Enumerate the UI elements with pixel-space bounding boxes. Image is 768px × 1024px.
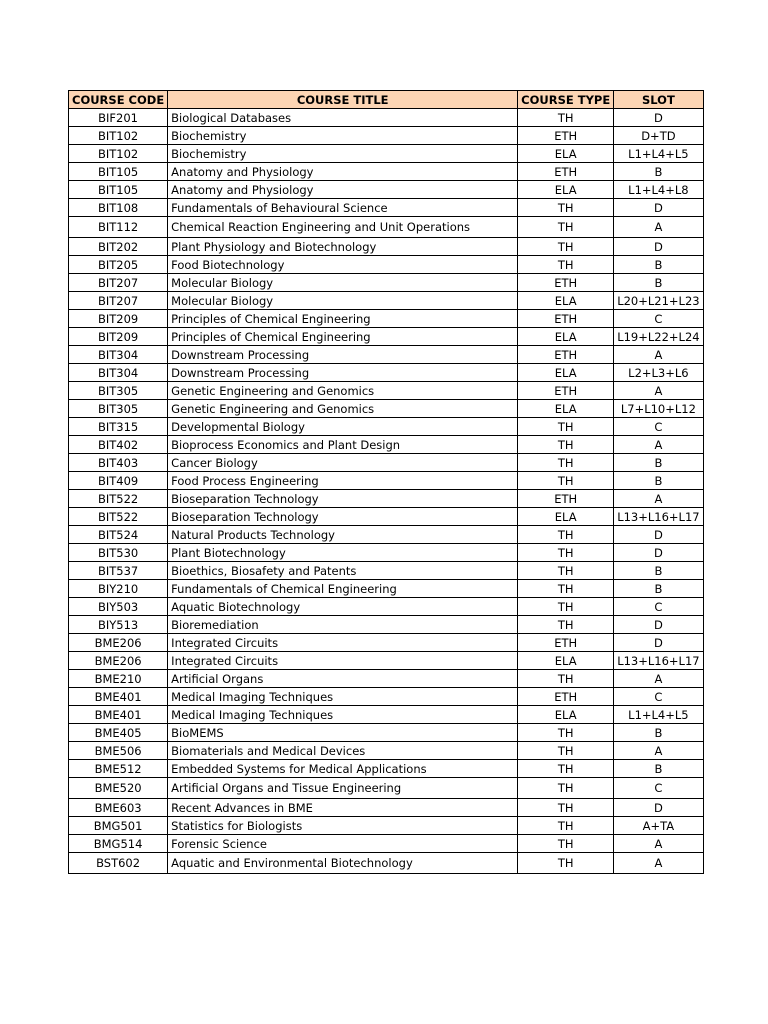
slot-cell: B (614, 472, 703, 490)
table-row (69, 817, 704, 835)
course-code-cell: BME520 (69, 778, 168, 799)
course-code-cell: BIT403 (69, 454, 168, 472)
table-row (69, 706, 704, 724)
table-row (69, 436, 704, 454)
slot-cell: L2+L3+L6 (614, 364, 703, 382)
table-row (69, 562, 704, 580)
slot-cell: B (614, 256, 703, 274)
course-code-cell: BIT524 (69, 526, 168, 544)
course-type-cell: TH (518, 217, 614, 238)
course-title-cell: Plant Physiology and Biotechnology (168, 238, 518, 256)
table-row (69, 217, 704, 238)
course-title-cell: Downstream Processing (168, 364, 518, 382)
course-title-cell: BioMEMS (168, 724, 518, 742)
course-code-cell: BIY210 (69, 580, 168, 598)
table-row (69, 778, 704, 799)
course-type-cell: TH (518, 526, 614, 544)
header-course-type: COURSE TYPE (518, 91, 614, 109)
table-row (69, 544, 704, 562)
course-code-cell: BIT315 (69, 418, 168, 436)
course-title-cell: Aquatic and Environmental Biotechnology (168, 853, 518, 874)
slot-cell: A (614, 742, 703, 760)
course-code-cell: BIT108 (69, 199, 168, 217)
course-code-cell: BMG501 (69, 817, 168, 835)
table-row (69, 580, 704, 598)
table-row (69, 145, 704, 163)
slot-cell: D (614, 634, 703, 652)
course-type-cell: ETH (518, 127, 614, 145)
course-type-cell: ELA (518, 292, 614, 310)
course-title-cell: Fundamentals of Chemical Engineering (168, 580, 518, 598)
course-code-cell: BIT102 (69, 145, 168, 163)
course-title-cell: Downstream Processing (168, 346, 518, 364)
slot-cell: L7+L10+L12 (614, 400, 703, 418)
course-title-cell: Genetic Engineering and Genomics (168, 400, 518, 418)
course-title-cell: Principles of Chemical Engineering (168, 310, 518, 328)
table-body (69, 109, 704, 874)
course-title-cell: Medical Imaging Techniques (168, 688, 518, 706)
slot-cell: L1+L4+L5 (614, 145, 703, 163)
course-title-cell: Biomaterials and Medical Devices (168, 742, 518, 760)
table-row (69, 688, 704, 706)
spreadsheet-page (68, 90, 704, 874)
course-code-cell: BME512 (69, 760, 168, 778)
course-type-cell: TH (518, 853, 614, 874)
table-row (69, 181, 704, 199)
slot-cell: B (614, 760, 703, 778)
course-type-cell: TH (518, 835, 614, 853)
course-code-cell: BIT102 (69, 127, 168, 145)
course-type-cell: TH (518, 616, 614, 634)
table-row (69, 724, 704, 742)
course-code-cell: BIT207 (69, 274, 168, 292)
slot-cell: B (614, 562, 703, 580)
course-code-cell: BIT209 (69, 310, 168, 328)
course-type-cell: ELA (518, 706, 614, 724)
course-code-cell: BIT304 (69, 364, 168, 382)
course-code-cell: BIF201 (69, 109, 168, 127)
course-type-cell: TH (518, 742, 614, 760)
course-title-cell: Aquatic Biotechnology (168, 598, 518, 616)
course-title-cell: Developmental Biology (168, 418, 518, 436)
course-type-cell: TH (518, 454, 614, 472)
slot-cell: D (614, 544, 703, 562)
header-row (69, 91, 704, 109)
table-row (69, 742, 704, 760)
table-row (69, 670, 704, 688)
table-row (69, 163, 704, 181)
table-row (69, 853, 704, 874)
course-type-cell: ELA (518, 328, 614, 346)
course-title-cell: Principles of Chemical Engineering (168, 328, 518, 346)
table-row (69, 292, 704, 310)
course-type-cell: ETH (518, 382, 614, 400)
header-slot: SLOT (614, 91, 703, 109)
table-row (69, 310, 704, 328)
course-title-cell: Natural Products Technology (168, 526, 518, 544)
slot-cell: L13+L16+L17 (614, 508, 703, 526)
course-type-cell: ETH (518, 346, 614, 364)
table-row (69, 472, 704, 490)
course-code-cell: BIT202 (69, 238, 168, 256)
slot-cell: A (614, 853, 703, 874)
table-row (69, 274, 704, 292)
table-row (69, 799, 704, 817)
table-row (69, 364, 704, 382)
slot-cell: B (614, 454, 703, 472)
table-row (69, 346, 704, 364)
course-title-cell: Molecular Biology (168, 274, 518, 292)
course-title-cell: Food Biotechnology (168, 256, 518, 274)
slot-cell: C (614, 310, 703, 328)
slot-cell: A (614, 436, 703, 454)
table-row (69, 418, 704, 436)
course-type-cell: TH (518, 580, 614, 598)
table-row (69, 760, 704, 778)
slot-cell: B (614, 724, 703, 742)
course-title-cell: Anatomy and Physiology (168, 163, 518, 181)
course-type-cell: TH (518, 238, 614, 256)
table-row (69, 238, 704, 256)
slot-cell: L1+L4+L8 (614, 181, 703, 199)
course-type-cell: TH (518, 109, 614, 127)
table-row (69, 526, 704, 544)
course-title-cell: Genetic Engineering and Genomics (168, 382, 518, 400)
slot-cell: L19+L22+L24 (614, 328, 703, 346)
course-code-cell: BIT207 (69, 292, 168, 310)
slot-cell: A+TA (614, 817, 703, 835)
course-type-cell: ELA (518, 508, 614, 526)
course-title-cell: Artificial Organs and Tissue Engineering (168, 778, 518, 799)
table-row (69, 382, 704, 400)
course-title-cell: Integrated Circuits (168, 652, 518, 670)
course-type-cell: TH (518, 598, 614, 616)
course-code-cell: BME206 (69, 634, 168, 652)
slot-cell: C (614, 778, 703, 799)
course-title-cell: Bioprocess Economics and Plant Design (168, 436, 518, 454)
course-code-cell: BME603 (69, 799, 168, 817)
table-row (69, 508, 704, 526)
course-title-cell: Chemical Reaction Engineering and Unit Operations (168, 217, 518, 238)
course-code-cell: BIT105 (69, 181, 168, 199)
course-code-cell: BIT409 (69, 472, 168, 490)
course-type-cell: TH (518, 418, 614, 436)
table-row (69, 490, 704, 508)
slot-cell: L13+L16+L17 (614, 652, 703, 670)
slot-cell: C (614, 688, 703, 706)
course-title-cell: Integrated Circuits (168, 634, 518, 652)
course-type-cell: TH (518, 256, 614, 274)
course-title-cell: Bioseparation Technology (168, 508, 518, 526)
course-code-cell: BME401 (69, 688, 168, 706)
slot-cell: L20+L21+L23 (614, 292, 703, 310)
slot-cell: A (614, 217, 703, 238)
slot-cell: D (614, 526, 703, 544)
course-type-cell: TH (518, 724, 614, 742)
course-code-cell: BME210 (69, 670, 168, 688)
course-slot-table (68, 90, 704, 874)
course-title-cell: Forensic Science (168, 835, 518, 853)
course-title-cell: Food Process Engineering (168, 472, 518, 490)
slot-cell: A (614, 670, 703, 688)
course-code-cell: BST602 (69, 853, 168, 874)
slot-cell: B (614, 580, 703, 598)
course-title-cell: Recent Advances in BME (168, 799, 518, 817)
slot-cell: D (614, 199, 703, 217)
course-code-cell: BIT522 (69, 508, 168, 526)
table-row (69, 109, 704, 127)
course-title-cell: Statistics for Biologists (168, 817, 518, 835)
course-code-cell: BIT522 (69, 490, 168, 508)
slot-cell: A (614, 346, 703, 364)
course-title-cell: Bioethics, Biosafety and Patents (168, 562, 518, 580)
course-type-cell: ELA (518, 652, 614, 670)
course-code-cell: BMG514 (69, 835, 168, 853)
slot-cell: A (614, 835, 703, 853)
course-title-cell: Biochemistry (168, 145, 518, 163)
course-title-cell: Biochemistry (168, 127, 518, 145)
course-title-cell: Molecular Biology (168, 292, 518, 310)
course-type-cell: TH (518, 778, 614, 799)
table-row (69, 199, 704, 217)
course-type-cell: TH (518, 199, 614, 217)
course-title-cell: Bioremediation (168, 616, 518, 634)
table-row (69, 256, 704, 274)
course-code-cell: BIT205 (69, 256, 168, 274)
slot-cell: C (614, 598, 703, 616)
course-title-cell: Plant Biotechnology (168, 544, 518, 562)
course-type-cell: ELA (518, 364, 614, 382)
course-code-cell: BME401 (69, 706, 168, 724)
course-title-cell: Bioseparation Technology (168, 490, 518, 508)
header-course-code: COURSE CODE (69, 91, 168, 109)
course-code-cell: BIT304 (69, 346, 168, 364)
table-row (69, 127, 704, 145)
course-code-cell: BIT305 (69, 382, 168, 400)
course-type-cell: TH (518, 817, 614, 835)
table-row (69, 835, 704, 853)
table-row (69, 652, 704, 670)
course-code-cell: BIT305 (69, 400, 168, 418)
course-type-cell: ELA (518, 400, 614, 418)
course-code-cell: BME506 (69, 742, 168, 760)
course-type-cell: TH (518, 436, 614, 454)
course-title-cell: Medical Imaging Techniques (168, 706, 518, 724)
course-type-cell: ETH (518, 274, 614, 292)
course-type-cell: TH (518, 760, 614, 778)
slot-cell: D (614, 616, 703, 634)
table-row (69, 454, 704, 472)
table-row (69, 400, 704, 418)
course-type-cell: TH (518, 472, 614, 490)
course-code-cell: BIT209 (69, 328, 168, 346)
course-type-cell: TH (518, 799, 614, 817)
course-type-cell: TH (518, 670, 614, 688)
slot-cell: B (614, 163, 703, 181)
course-title-cell: Embedded Systems for Medical Applications (168, 760, 518, 778)
header-course-title: COURSE TITLE (168, 91, 518, 109)
course-type-cell: ELA (518, 145, 614, 163)
course-code-cell: BIY513 (69, 616, 168, 634)
slot-cell: D (614, 799, 703, 817)
table-row (69, 598, 704, 616)
slot-cell: D (614, 109, 703, 127)
course-type-cell: ETH (518, 163, 614, 181)
course-title-cell: Anatomy and Physiology (168, 181, 518, 199)
course-code-cell: BIT112 (69, 217, 168, 238)
course-title-cell: Fundamentals of Behavioural Science (168, 199, 518, 217)
course-title-cell: Cancer Biology (168, 454, 518, 472)
course-title-cell: Artificial Organs (168, 670, 518, 688)
table-row (69, 328, 704, 346)
slot-cell: B (614, 274, 703, 292)
course-type-cell: ETH (518, 490, 614, 508)
course-type-cell: ELA (518, 181, 614, 199)
course-code-cell: BIT537 (69, 562, 168, 580)
slot-cell: A (614, 382, 703, 400)
slot-cell: D (614, 238, 703, 256)
course-title-cell: Biological Databases (168, 109, 518, 127)
course-type-cell: TH (518, 544, 614, 562)
slot-cell: L1+L4+L5 (614, 706, 703, 724)
course-code-cell: BME206 (69, 652, 168, 670)
slot-cell: A (614, 490, 703, 508)
course-type-cell: ETH (518, 634, 614, 652)
course-code-cell: BIT402 (69, 436, 168, 454)
course-code-cell: BIY503 (69, 598, 168, 616)
course-type-cell: TH (518, 562, 614, 580)
course-code-cell: BIT530 (69, 544, 168, 562)
course-code-cell: BME405 (69, 724, 168, 742)
slot-cell: D+TD (614, 127, 703, 145)
table-row (69, 634, 704, 652)
table-row (69, 616, 704, 634)
course-code-cell: BIT105 (69, 163, 168, 181)
course-type-cell: ETH (518, 310, 614, 328)
course-type-cell: ETH (518, 688, 614, 706)
slot-cell: C (614, 418, 703, 436)
